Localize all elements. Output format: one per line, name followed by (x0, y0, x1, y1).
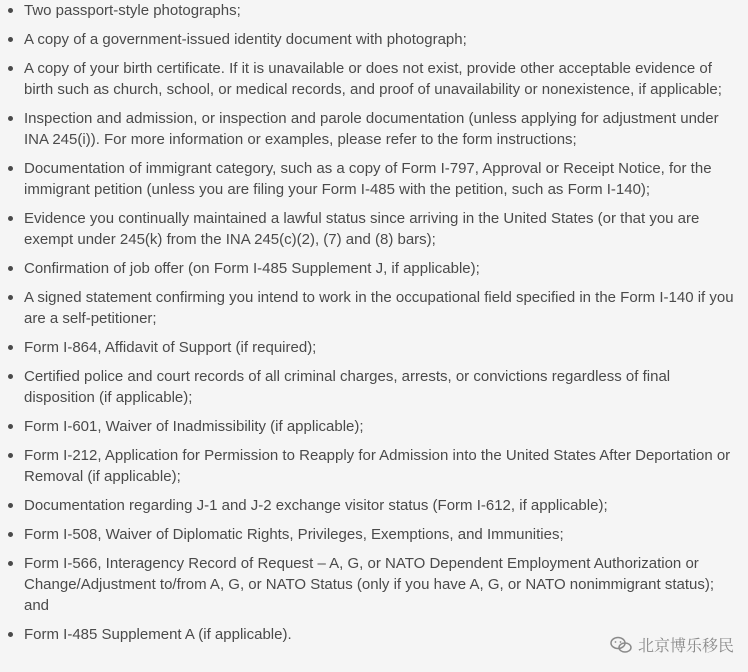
bullet-icon (8, 532, 13, 537)
list-item (0, 108, 748, 150)
list-item-text: Form I-212, Application for Permission to Reapply for Admission into the United States After Deportation or Removal (if applicable); (24, 447, 731, 485)
bullet-icon (8, 345, 13, 350)
list-item-text: Evidence you continually maintained a lawful status since arriving in the United States (or that you are exempt under 245(k) from the INA 245(c)(2), (7) and (8) bars); (24, 210, 700, 248)
bullet-icon (8, 116, 13, 121)
wechat-official-account-icon (610, 636, 632, 654)
list-item (0, 416, 748, 437)
bullet-icon (8, 37, 13, 42)
bullet-icon (8, 561, 13, 566)
bullet-icon (8, 453, 13, 458)
list-item (0, 287, 748, 329)
bullet-icon (8, 374, 13, 379)
list-item (0, 258, 748, 279)
list-item-text: Form I-508, Waiver of Diplomatic Rights, Privileges, Exemptions, and Immunities; (24, 526, 564, 543)
list-item-text: Documentation regarding J-1 and J-2 exchange visitor status (Form I-612, if applicable); (24, 497, 608, 514)
list-item (0, 366, 748, 408)
list-item-text: Form I-601, Waiver of Inadmissibility (if applicable); (24, 418, 364, 435)
list-item (0, 29, 748, 50)
list-item-text: Form I-864, Affidavit of Support (if required); (24, 339, 317, 356)
list-item-text: Confirmation of job offer (on Form I-485 Supplement J, if applicable); (24, 260, 480, 277)
bullet-icon (8, 632, 13, 637)
bullet-icon (8, 266, 13, 271)
list-item-text: Certified police and court records of all criminal charges, arrests, or convictions regardless of final disposition (if applicable); (24, 368, 671, 406)
bullet-icon (8, 424, 13, 429)
list-item (0, 158, 748, 200)
bullet-icon (8, 503, 13, 508)
list-item-text: Form I-566, Interagency Record of Request – A, G, or NATO Dependent Employment Authorization or Change/Adjustment to/from A, G, or NATO Status (only if you have A, G, or NATO nonimmigrant status); and (24, 555, 715, 614)
list-item (0, 445, 748, 487)
list-item-text: Documentation of immigrant category, such as a copy of Form I-797, Approval or Receipt Notice, for the immigrant petition (unless you are filing your Form I-485 with the petition, such as Form I-140); (24, 160, 712, 198)
list-item-text: Form I-485 Supplement A (if applicable). (24, 626, 292, 643)
bullet-icon (8, 295, 13, 300)
list-item (0, 208, 748, 250)
list-item (0, 58, 748, 100)
list-item (0, 0, 748, 21)
list-item (0, 337, 748, 358)
list-item (0, 524, 748, 545)
list-item-text: Inspection and admission, or inspection and parole documentation (unless applying for adjustment under INA 245(i)). For more information or examples, please refer to the form instructions; (24, 110, 719, 148)
bullet-icon (8, 8, 13, 13)
bullet-icon (8, 66, 13, 71)
bullet-icon (8, 216, 13, 221)
watermark-text: 北京博乐移民 (637, 636, 734, 655)
list-item-text: Two passport-style photographs; (24, 2, 241, 19)
list-item (0, 495, 748, 516)
list-item (0, 553, 748, 616)
watermark (610, 633, 734, 656)
bullet-icon (8, 166, 13, 171)
list-item-text: A copy of a government-issued identity document with photograph; (24, 31, 467, 48)
list-item-text: A copy of your birth certificate. If it is unavailable or does not exist, provide other acceptable evidence of birth such as church, school, or medical records, and proof of unavailability or nonexistence, if applicable; (24, 60, 722, 98)
list-item-text: A signed statement confirming you intend to work in the occupational field specified in the Form I-140 if you are a self-petitioner; (24, 289, 734, 327)
